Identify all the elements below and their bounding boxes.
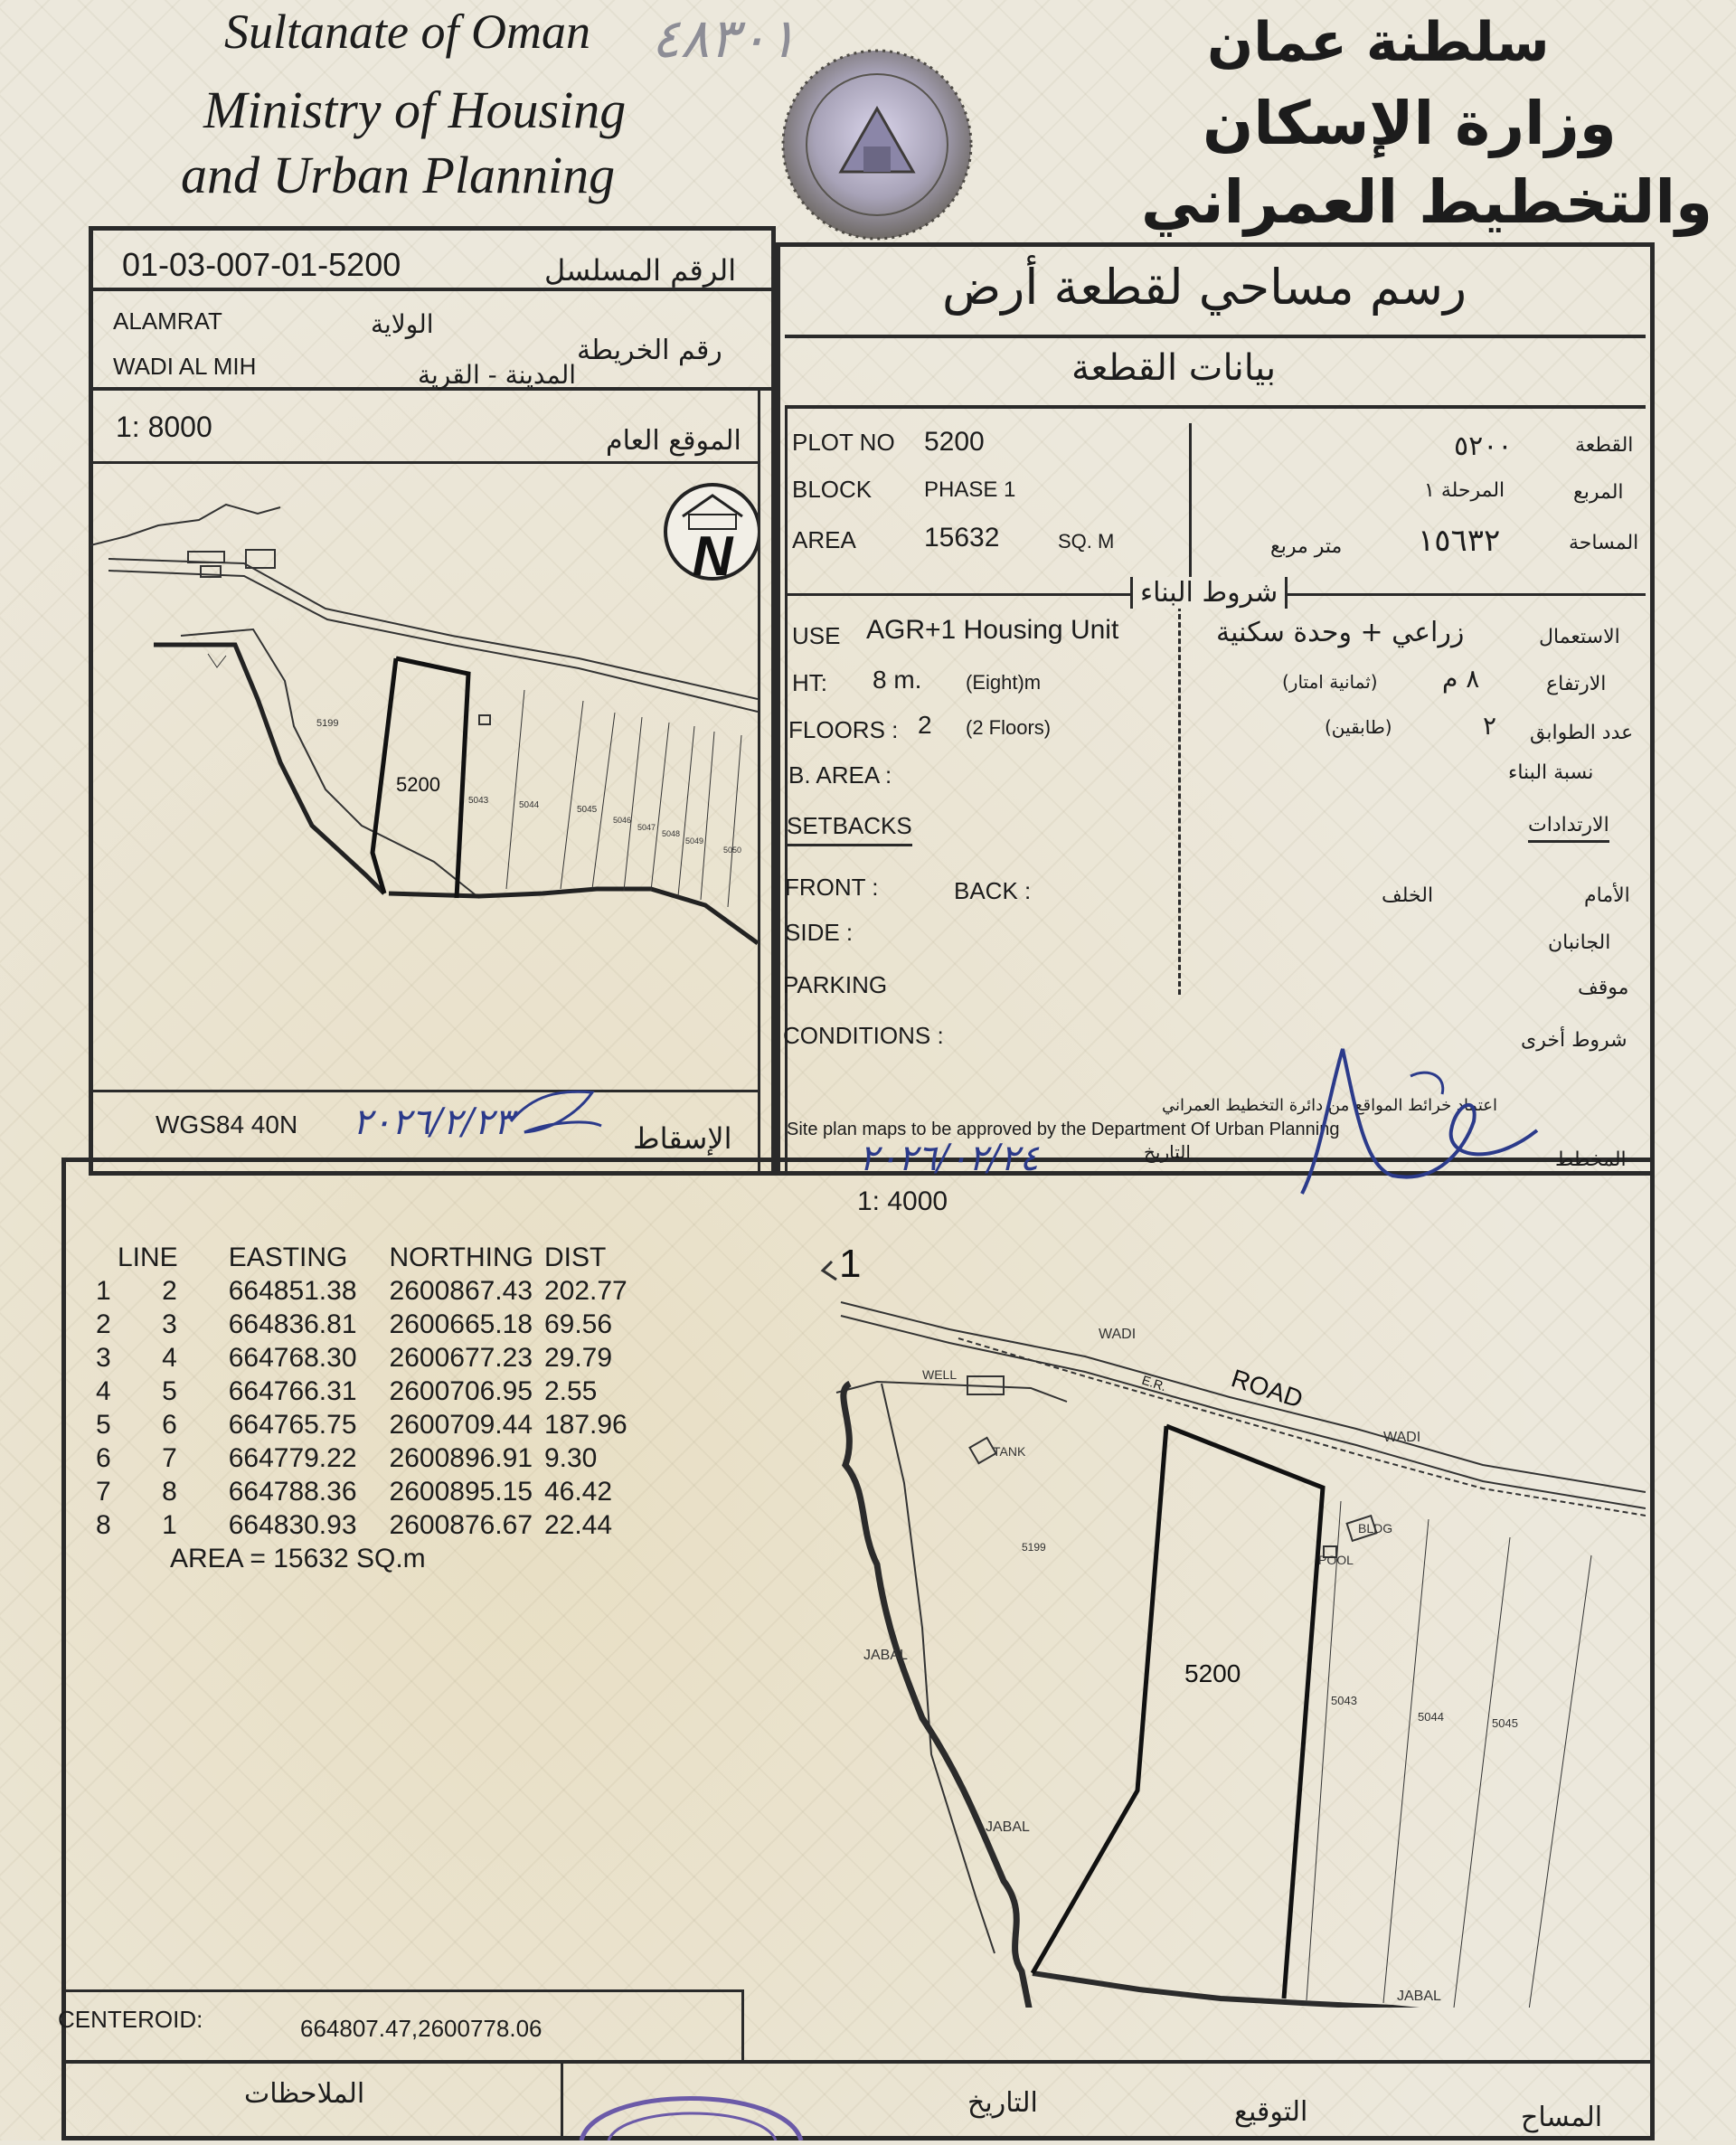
header-ministry-en-2: and Urban Planning [181, 146, 616, 204]
town-label: المدينة - القرية [418, 360, 577, 390]
plot-no-ar-label: القطعة [1575, 434, 1634, 457]
area-unit: SQ. M [1058, 530, 1115, 553]
floors-words: (2 Floors) [966, 716, 1052, 739]
parking-label: PARKING [783, 971, 888, 998]
header-easting: EASTING [228, 1243, 348, 1272]
main-plot-5199: 5199 [1022, 1541, 1046, 1554]
label-tank: TANK [993, 1444, 1026, 1459]
header-dist: DIST [543, 1243, 607, 1272]
building-area-ar-label: نسبة البناء [1508, 761, 1594, 784]
coordinate-row: 2 3 664836.81 2600665.18 69.56 [96, 1309, 613, 1339]
wilayat-value: ALAMRAT [113, 307, 222, 335]
use-ar-value: زراعي + وحدة سكنية [1216, 617, 1465, 648]
building-conditions-title: شروط البناء [1130, 577, 1288, 609]
area-summary: AREA = 15632 SQ.m [170, 1544, 426, 1573]
header-line: LINE [118, 1243, 178, 1272]
surveyor-label: المساح [1521, 2102, 1603, 2133]
location-plot-5044: 5044 [519, 800, 540, 810]
coordinate-row: 1 2 664851.38 2600867.43 202.77 [96, 1276, 627, 1306]
side-ar-label: الجانبان [1548, 931, 1611, 954]
main-plot-5045: 5045 [1492, 1716, 1518, 1730]
label-pool: POOL [1318, 1553, 1354, 1567]
coordinate-table [90, 1241, 633, 1575]
official-stamp-icon [568, 2066, 812, 2140]
serial-number-label: الرقم المسلسل [544, 253, 737, 288]
boundary-point-1: 1 [839, 1248, 862, 1286]
location-plot-5048: 5048 [662, 829, 681, 838]
label-road: ROAD [1228, 1364, 1307, 1413]
floors-label: FLOORS : [788, 716, 899, 743]
block-ar-label: المربع [1573, 481, 1624, 504]
approval-en: Site plan maps to be approved by the Department Of Urban Planning [787, 1120, 1340, 1139]
location-plot-5200: 5200 [396, 773, 440, 796]
label-jabal-1: JABAL [863, 1648, 908, 1663]
header-ministry-ar-1: وزارة الإسكان [1203, 89, 1617, 158]
use-label: USE [792, 622, 841, 649]
coordinate-row: 3 4 664768.30 2600677.23 29.79 [96, 1343, 613, 1373]
header-country-en: Sultanate of Oman [224, 5, 590, 59]
plot-no-ar-value: ٥٢٠٠ [1454, 430, 1513, 462]
plot-data-title: بيانات القطعة [1071, 347, 1277, 389]
floors-ar-words: (طابقين) [1325, 716, 1392, 738]
area-value: 15632 [924, 523, 1000, 553]
location-plot-5199: 5199 [316, 718, 339, 729]
height-ar-value: ٨ م [1442, 664, 1480, 694]
label-jabal-3: JABAL [1397, 1989, 1441, 2004]
label-wadi-2: WADI [1383, 1430, 1421, 1445]
coordinate-row: 8 1 664830.93 2600876.67 22.44 [96, 1510, 613, 1540]
building-area-label: B. AREA : [788, 761, 892, 789]
main-map-scale: 1: 4000 [857, 1186, 948, 1216]
date-label: التاريخ [967, 2087, 1038, 2119]
block-value: PHASE 1 [924, 477, 1016, 502]
setbacks-label: SETBACKS [787, 812, 912, 846]
plot-no-label: PLOT NO [792, 429, 895, 456]
planner-label: المخطط [1555, 1148, 1627, 1171]
label-er: E.R. [1140, 1372, 1168, 1394]
location-plot-5043: 5043 [468, 796, 489, 806]
map-number-label: رقم الخريطة [577, 335, 722, 366]
height-label: HT: [792, 669, 827, 696]
main-plot-5200: 5200 [1184, 1659, 1241, 1687]
block-ar-value: المرحلة ١ [1424, 479, 1505, 502]
location-plot-5050: 5050 [723, 846, 742, 855]
location-plot-5047: 5047 [637, 823, 656, 832]
notes-label: الملاحظات [244, 2078, 365, 2110]
coordinate-row: 5 6 664765.75 2600709.44 187.96 [96, 1410, 627, 1440]
area-ar-unit: متر مربع [1270, 535, 1343, 558]
side-label: SIDE : [785, 919, 854, 946]
town-value: WADI AL MIH [113, 353, 257, 380]
floors-value: 2 [918, 711, 932, 739]
coordinate-row: 7 8 664788.36 2600895.15 46.42 [96, 1477, 613, 1507]
location-map [90, 464, 758, 1088]
north-arrow-icon: N [692, 525, 733, 588]
handwritten-date-left: ٢٠٢٦/٢/٢٣ [353, 1101, 514, 1143]
area-label: AREA [792, 526, 856, 553]
block-label: BLOCK [792, 476, 873, 503]
ministry-emblem-icon [778, 45, 976, 244]
label-bldg: BLDG [1358, 1521, 1393, 1536]
front-label: FRONT : [785, 874, 879, 901]
location-plot-5045: 5045 [577, 805, 598, 815]
area-ar-label: المساحة [1569, 532, 1639, 554]
signature-label: التوقيع [1234, 2096, 1308, 2128]
handwritten-reference: ٤٨٣٠١ [651, 7, 797, 71]
area-ar-value: ١٥٦٣٢ [1418, 523, 1501, 559]
front-ar-label: الأمام [1584, 884, 1630, 907]
header-northing: NORTHING [389, 1243, 533, 1272]
initials-signature-icon [506, 1085, 606, 1139]
height-value: 8 m. [873, 666, 922, 694]
coordinate-row: 4 5 664766.31 2600706.95 2.55 [96, 1376, 598, 1406]
height-ar-label: الارتفاع [1546, 673, 1607, 695]
centroid-value: 664807.47,2600778.06 [300, 2015, 542, 2042]
label-wadi-1: WADI [1099, 1327, 1137, 1342]
main-plot-5044: 5044 [1418, 1710, 1444, 1724]
header-ministry-en-1: Ministry of Housing [203, 80, 627, 139]
approval-date-label: التاريخ [1144, 1141, 1191, 1163]
wilayat-label: الولاية [371, 309, 434, 339]
label-well: WELL [922, 1367, 958, 1382]
centroid-label: CENTEROID: [58, 2006, 203, 2033]
handwritten-date-right: ٢٠٢٦/٠٢/٢٤ [859, 1138, 1039, 1179]
location-plot-5049: 5049 [685, 836, 704, 846]
height-ar-words: (ثمانية امتار) [1282, 671, 1378, 693]
back-label: BACK : [954, 877, 1032, 904]
projection-value: WGS84 40N [156, 1110, 298, 1139]
floors-ar-label: عدد الطوابق [1530, 722, 1634, 744]
back-ar-label: الخلف [1382, 884, 1434, 907]
serial-number: 01-03-007-01-5200 [122, 246, 401, 283]
plot-no-value: 5200 [924, 427, 985, 457]
planner-signature-icon [1284, 1040, 1555, 1203]
conditions-label: CONDITIONS : [783, 1022, 944, 1049]
parking-ar-label: موقف [1578, 977, 1629, 999]
label-jabal-2: JABAL [986, 1819, 1030, 1835]
setbacks-ar-label: الارتدادات [1528, 814, 1609, 843]
survey-sketch-title: رسم مساحي لقطعة أرض [942, 259, 1467, 316]
approval-ar: اعتماد خرائط المواقع من دائرة التخطيط العمراني [1162, 1096, 1498, 1115]
header-ministry-ar-2: والتخطيط العمراني [1141, 167, 1712, 237]
height-words: (Eight)m [966, 671, 1042, 694]
conditions-ar-label: شروط أخرى [1521, 1029, 1628, 1052]
main-plot-map [796, 1248, 1646, 2008]
use-ar-label: الاستعمال [1539, 626, 1620, 648]
header-country-ar: سلطنة عمان [1207, 11, 1550, 74]
floors-ar-value: ٢ [1483, 711, 1497, 741]
location-map-scale: 1: 8000 [116, 411, 212, 443]
location-plot-5046: 5046 [613, 816, 632, 825]
location-map-label: الموقع العام [606, 425, 741, 457]
main-plot-5043: 5043 [1331, 1694, 1357, 1707]
use-value: AGR+1 Housing Unit [866, 615, 1119, 645]
coordinate-row: 6 7 664779.22 2600896.91 9.30 [96, 1443, 598, 1473]
projection-label: الإسقاط [633, 1121, 732, 1156]
